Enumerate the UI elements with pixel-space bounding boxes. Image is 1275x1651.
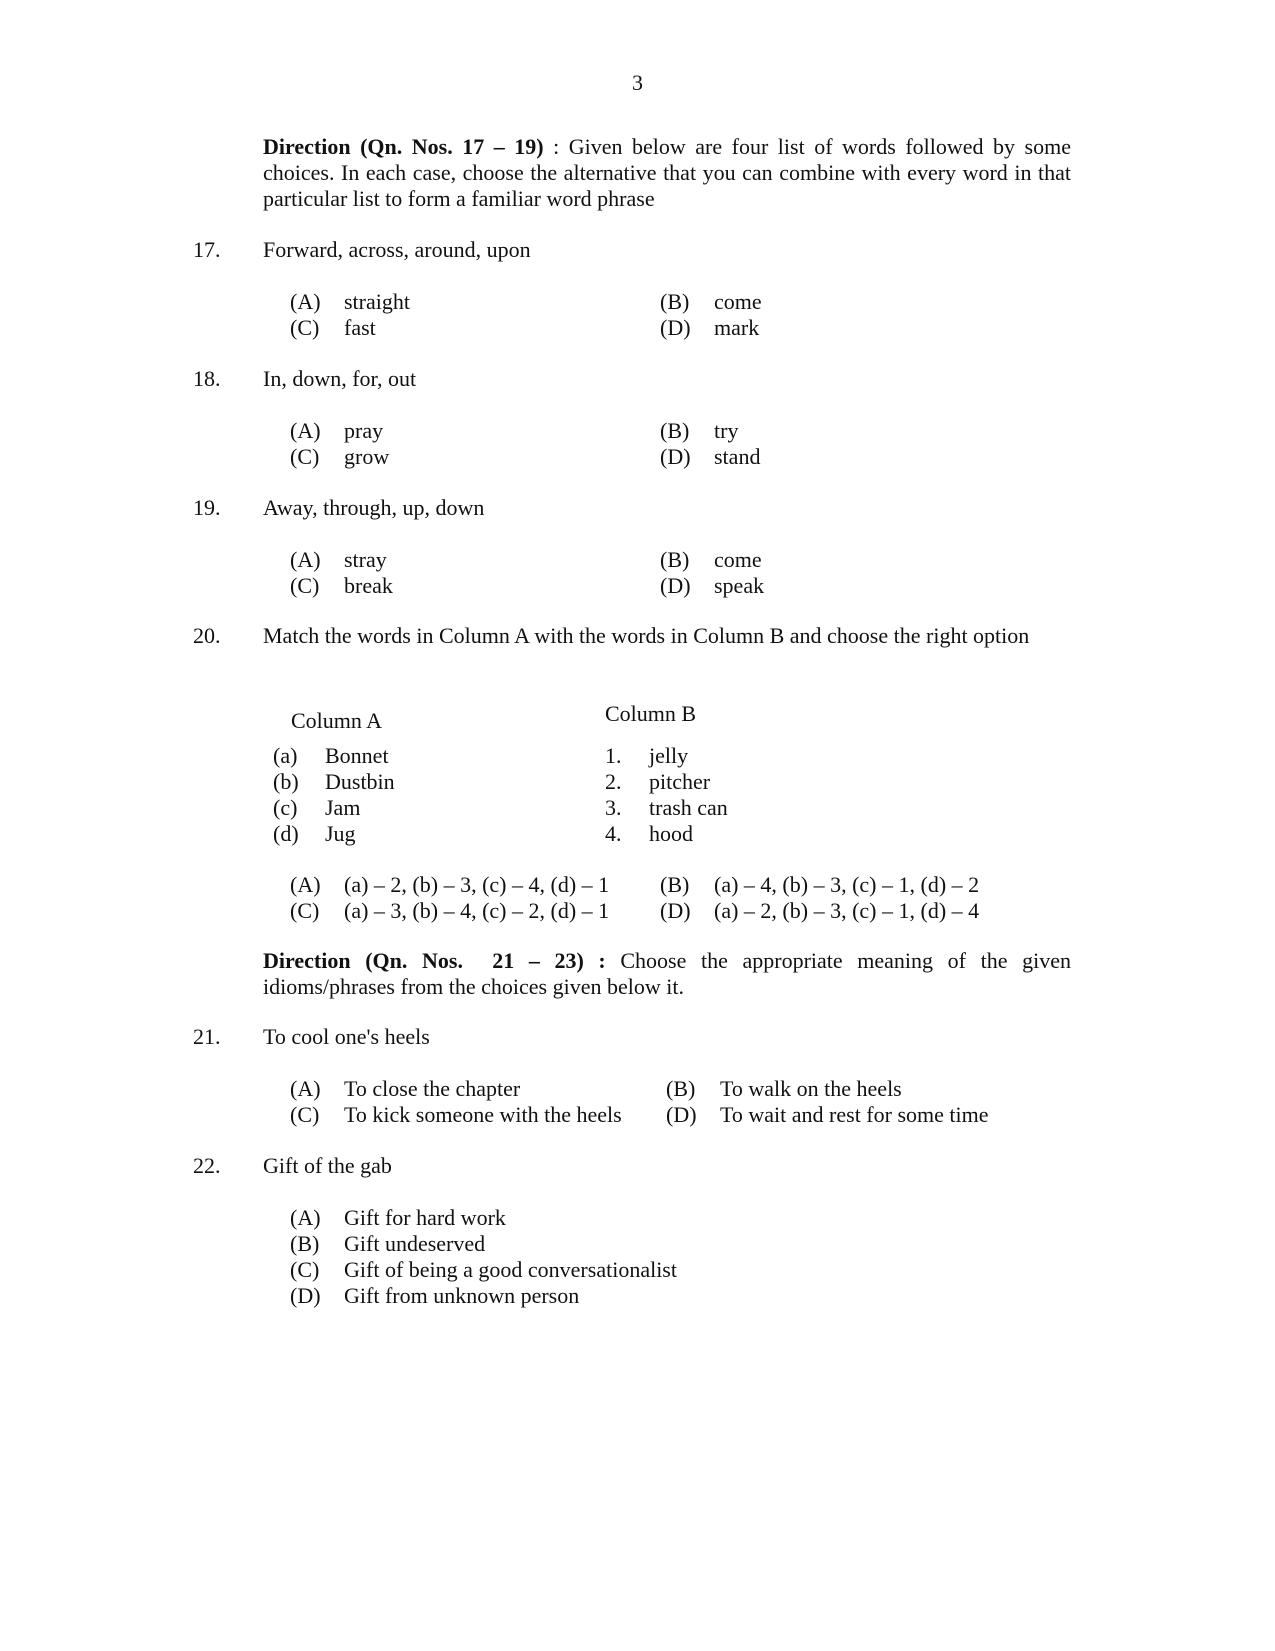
option-text: Gift from unknown person	[344, 1283, 580, 1308]
option-label: (B)	[666, 1076, 696, 1101]
option-label: (A)	[290, 1205, 321, 1230]
item-text: Jug	[325, 821, 356, 846]
column-b-item-4	[605, 821, 693, 847]
q17-option-c[interactable]	[290, 315, 376, 341]
direction-17-19-heading: Direction (Qn. Nos. 17 – 19)	[263, 134, 544, 159]
direction-21-23-heading: Direction (Qn. Nos. 21 – 23) :	[263, 948, 606, 973]
item-label: (b)	[273, 769, 299, 794]
question-20-number: 20.	[193, 623, 221, 648]
option-text: Gift for hard work	[344, 1205, 506, 1230]
q18-option-b[interactable]	[660, 418, 738, 444]
item-label: (d)	[273, 821, 299, 846]
q21-option-d[interactable]	[666, 1102, 989, 1128]
option-label: (D)	[660, 573, 691, 598]
option-text: break	[344, 573, 393, 598]
option-text: (a) – 3, (b) – 4, (c) – 2, (d) – 1	[344, 898, 610, 923]
option-text: come	[714, 289, 762, 314]
q19-option-d[interactable]	[660, 573, 764, 599]
option-text: straight	[344, 289, 410, 314]
option-text: try	[714, 418, 739, 443]
q17-option-b[interactable]	[660, 289, 762, 315]
item-label: 3.	[605, 795, 622, 820]
option-label: (D)	[660, 315, 691, 340]
option-text: come	[714, 547, 762, 572]
option-label: (B)	[660, 418, 690, 443]
option-label: (B)	[660, 872, 690, 897]
item-label: (c)	[273, 795, 298, 820]
question-21-number: 21.	[193, 1024, 221, 1049]
q20-option-c[interactable]	[290, 898, 609, 924]
direction-21-23	[263, 948, 1071, 1000]
option-label: (C)	[290, 315, 320, 340]
direction-17-19-text: : Given below are four list of words followed by some choices. In each case, choose the alternative that you can combine with every word in that particular list to form a familiar word phrase	[263, 134, 1071, 211]
question-18-text: In, down, for, out	[263, 366, 417, 391]
q20-option-d[interactable]	[660, 898, 979, 924]
option-label: (C)	[290, 444, 320, 469]
q21-option-b[interactable]	[666, 1076, 902, 1102]
question-22-number: 22.	[193, 1153, 221, 1178]
option-text: stray	[344, 547, 387, 572]
option-text: To walk on the heels	[720, 1076, 902, 1101]
option-text: To close the chapter	[344, 1076, 521, 1101]
question-17-text: Forward, across, around, upon	[263, 237, 531, 262]
option-text: stand	[714, 444, 761, 469]
item-label: 2.	[605, 769, 622, 794]
direction-21-23-text: Choose the appropriate meaning of the given idioms/phrases from the choices given below it.	[263, 948, 1071, 999]
question-22-text: Gift of the gab	[263, 1153, 392, 1178]
column-a-item-c	[273, 795, 360, 821]
option-label: (A)	[290, 547, 321, 572]
q22-option-d[interactable]	[290, 1283, 579, 1309]
option-label: (B)	[660, 289, 690, 314]
option-label: (A)	[290, 418, 321, 443]
q19-option-c[interactable]	[290, 573, 393, 599]
option-text: Gift of being a good conversationalist	[344, 1257, 677, 1282]
option-label: (C)	[290, 898, 320, 923]
q22-option-c[interactable]	[290, 1257, 677, 1283]
q20-option-b[interactable]	[660, 872, 979, 898]
column-a-item-a	[273, 743, 389, 769]
q21-option-a[interactable]	[290, 1076, 520, 1102]
item-label: 1.	[605, 743, 622, 768]
item-text: Dustbin	[325, 769, 395, 794]
q20-option-a[interactable]	[290, 872, 609, 898]
item-text: Jam	[325, 795, 361, 820]
option-label: (B)	[660, 547, 690, 572]
option-text: (a) – 2, (b) – 3, (c) – 1, (d) – 4	[714, 898, 980, 923]
option-label: (B)	[290, 1231, 320, 1256]
q18-option-c[interactable]	[290, 444, 389, 470]
option-label: (C)	[290, 1257, 320, 1282]
option-text: (a) – 2, (b) – 3, (c) – 4, (d) – 1	[344, 872, 610, 897]
item-text: trash can	[649, 795, 728, 820]
option-text: To kick someone with the heels	[344, 1102, 622, 1127]
q22-option-a[interactable]	[290, 1205, 506, 1231]
column-b-title: Column B	[605, 701, 697, 726]
item-text: hood	[649, 821, 693, 846]
option-text: speak	[714, 573, 765, 598]
option-label: (D)	[666, 1102, 697, 1127]
option-label: (A)	[290, 872, 321, 897]
option-label: (D)	[660, 444, 691, 469]
option-text: grow	[344, 444, 390, 469]
option-label: (D)	[290, 1283, 321, 1308]
option-text: mark	[714, 315, 760, 340]
item-label: (a)	[273, 743, 298, 768]
question-17-number: 17.	[193, 237, 221, 262]
q19-option-b[interactable]	[660, 547, 762, 573]
option-text: (a) – 4, (b) – 3, (c) – 1, (d) – 2	[714, 872, 980, 897]
q19-option-a[interactable]	[290, 547, 387, 573]
item-text: pitcher	[649, 769, 711, 794]
option-text: pray	[344, 418, 384, 443]
q17-option-a[interactable]	[290, 289, 410, 315]
option-label: (C)	[290, 573, 320, 598]
q22-option-b[interactable]	[290, 1231, 485, 1257]
item-text: Bonnet	[325, 743, 389, 768]
column-b-item-2	[605, 769, 710, 795]
option-label: (C)	[290, 1102, 320, 1127]
question-18-number: 18.	[193, 366, 221, 391]
page-number: 3	[632, 70, 643, 95]
q17-option-d[interactable]	[660, 315, 759, 341]
column-b-item-1	[605, 743, 688, 769]
direction-17-19	[263, 134, 1071, 212]
column-a-title: Column A	[291, 708, 383, 733]
option-text: fast	[344, 315, 376, 340]
option-text: To wait and rest for some time	[720, 1102, 989, 1127]
option-label: (A)	[290, 1076, 321, 1101]
question-20-text: Match the words in Column A with the words in Column B and choose the right option	[263, 623, 1030, 648]
option-text: Gift undeserved	[344, 1231, 486, 1256]
q21-option-c[interactable]	[290, 1102, 622, 1128]
item-text: jelly	[649, 743, 689, 768]
column-b-item-3	[605, 795, 728, 821]
q18-option-a[interactable]	[290, 418, 383, 444]
column-a-item-d	[273, 821, 356, 847]
question-19-text: Away, through, up, down	[263, 495, 485, 520]
q18-option-d[interactable]	[660, 444, 760, 470]
question-19-number: 19.	[193, 495, 221, 520]
column-a-item-b	[273, 769, 395, 795]
option-label: (A)	[290, 289, 321, 314]
option-label: (D)	[660, 898, 691, 923]
item-label: 4.	[605, 821, 622, 846]
question-21-text: To cool one's heels	[263, 1024, 430, 1049]
